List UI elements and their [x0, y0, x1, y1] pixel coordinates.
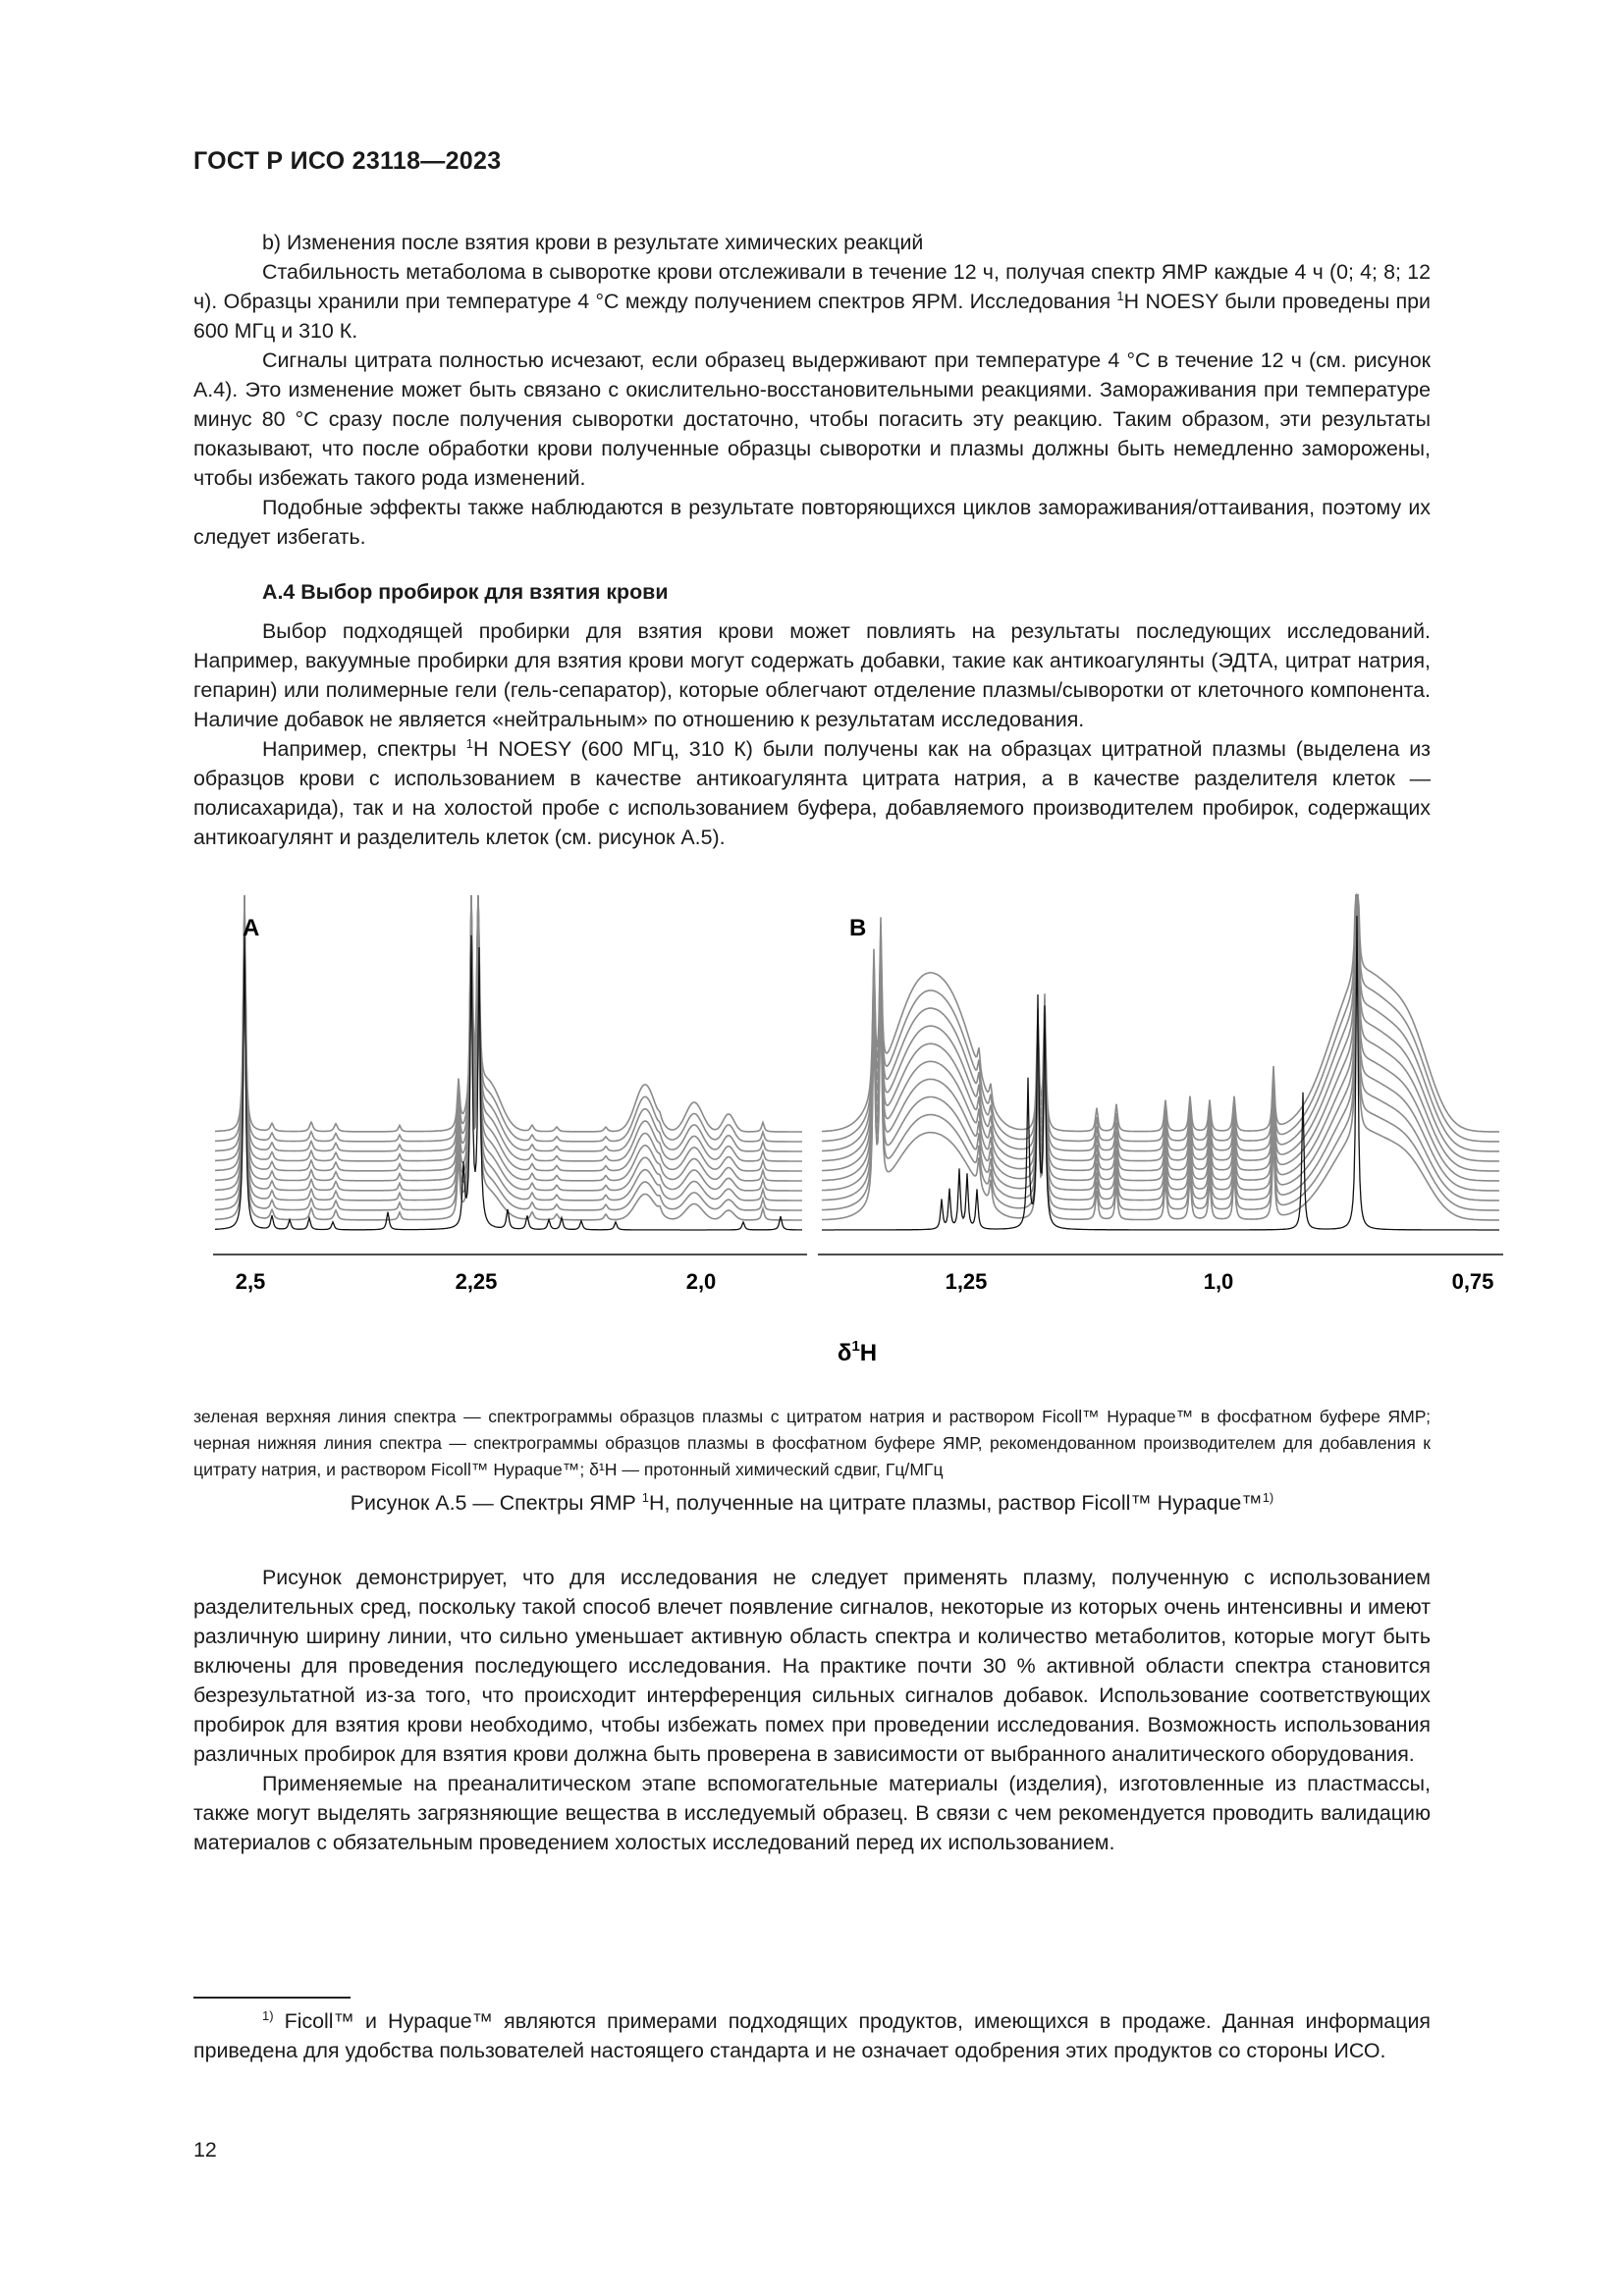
tick-label: 2,25	[455, 1269, 498, 1294]
paragraph: Применяемые на преаналитическом этапе вспомогательные материалы (изделия), изготовленные из пластмассы, также могут выделять загрязняющие вещества в исследуемый образец. В связи с чем рекомендуется проводить валидацию материалов с обязательным проведением холостых исследований перед их использованием.	[193, 1772, 1431, 1854]
spectrum-line-gray	[215, 905, 802, 1210]
spectrum-line-gray	[215, 895, 802, 1142]
section-text	[193, 616, 1431, 852]
document-header: ГОСТ Р ИСО 23118—2023	[193, 147, 502, 175]
footnote-separator	[193, 1997, 351, 1999]
spectrum-line-gray	[215, 895, 802, 1191]
spectrum-line-gray	[822, 895, 1499, 1142]
spectrum-line-gray	[215, 895, 802, 1151]
spectrum-line-gray	[822, 895, 1499, 1220]
footnote: $^{1)}$ Ficoll™ и Hypaque™ являются примерами подходящих продуктов, имеющихся в продаже. Данная информация приведена для удобства пользователей настоящего стандарта и не означает одобрения этих продуктов со стороны ИСО.	[193, 2007, 1431, 2062]
panel-label-b: B	[849, 915, 867, 941]
nmr-spectra-figure	[193, 891, 1509, 1382]
paragraph: Выбор подходящей пробирки для взятия крови может повлиять на результаты последующих исследований. Например, вакуумные пробирки для взятия крови могут содержать добавки, такие как антикоагулянты (ЭДТА, цитрат натрия, гепарин) или полимерные гели (гель-сепаратор), которые облегчают отделение плазмы/сыворотки от клеточного компонента. Наличие добавок не является «нейтральным» по отношению к результатам исследования.	[193, 619, 1431, 731]
paragraph: Подобные эффекты также наблюдаются в результате повторяющихся циклов замораживания/оттаивания, поэтому их следует избегать.	[193, 496, 1431, 549]
spectrum-line-gray	[215, 895, 802, 1181]
spectrum-line-gray	[215, 895, 802, 1161]
tick-label: 2,0	[685, 1269, 717, 1294]
spectrum-line-black	[215, 935, 802, 1230]
intro-text	[193, 228, 1431, 552]
axis-title: $\delta^1H$	[837, 1338, 878, 1366]
tick-label: 2,5	[235, 1269, 266, 1294]
spectrum-panel-b	[822, 895, 1499, 1230]
spectrum-panel-a	[215, 895, 802, 1230]
figure-caption: Рисунок А.5 — Спектры ЯМР $^1$H, полученные на цитрате плазмы, раствор Ficoll™ Hypaque™$^{1)}$	[350, 1489, 1274, 1515]
spectrum-line-gray	[822, 895, 1499, 1151]
spectrum-line-gray	[822, 895, 1499, 1191]
spectrum-line-gray	[822, 895, 1499, 1201]
tick-label: 1,0	[1203, 1269, 1234, 1294]
spectrum-line-gray	[822, 895, 1499, 1210]
spectrum-line-gray	[215, 909, 802, 1220]
list-item-b: b) Изменения после взятия крови в результате химических реакций	[262, 231, 924, 254]
spectrum-line-gray	[215, 895, 802, 1132]
spectrum-line-black	[822, 916, 1499, 1230]
tick-label: 0,75	[1451, 1269, 1494, 1294]
page-number: 12	[193, 2138, 217, 2162]
spectrum-line-gray	[215, 900, 802, 1201]
panel-label-a: A	[243, 915, 260, 941]
paragraph: Рисунок демонстрирует, что для исследования не следует применять плазму, полученную с использованием разделительных сред, поскольку такой способ влечет появление сигналов, некоторые из которых очень интенсивны и имеют различную ширину линии, что сильно уменьшает активную область спектра и количество метаболитов, которые могут быть включены для проведения последующего исследования. На практике почти 30 % активной области спектра становится безрезультатной из-за того, что происходит интерференция сильных сигналов добавок. Использование соответствующих пробирок для взятия крови необходимо, чтобы избежать помех при проведении исследования. Возможность использования различных пробирок для взятия крови должна быть проверена в зависимости от выбранного аналитического оборудования.	[193, 1566, 1431, 1766]
paragraph: Сигналы цитрата полностью исчезают, если образец выдерживают при температуре 4 °С в течение 12 ч (см. рисунок А.4). Это изменение может быть связано с окислительно-восстановительными реакциями. Замораживания при температуре минус 80 °С сразу после получения сыворотки достаточно, чтобы погасить эту реакцию. Таким образом, эти результаты показывают, что после обработки крови полученные образцы сыворотки и плазмы должны быть немедленно заморожены, чтобы избежать такого рода изменений.	[193, 348, 1431, 490]
closing-text	[193, 1563, 1431, 1857]
section-heading: А.4 Выбор пробирок для взятия крови	[262, 580, 669, 604]
paragraph: Например, спектры $^1$H NOESY (600 МГц, 310 К) были получены как на образцах цитратной плазмы (выделена из образцов крови с использованием в качестве антикоагулянта цитрата натрия, а в качестве разделителя клеток — полисахарида), так и на холостой пробе с использованием буфера, добавляемого производителем пробирок, содержащих антикоагулянт и разделитель клеток (см. рисунок А.5).	[193, 735, 1431, 849]
figure-legend: зеленая верхняя линия спектра — спектрограммы образцов плазмы с цитратом натрия и раствором Ficoll™ Hypaque™ в фосфатном буфере ЯМР; черная нижняя линия спектра — спектрограммы образцов плазмы в фосфатном буфере ЯМР, рекомендованном производителем для добавления к цитрату натрия, и раствором Ficoll™ Hypaque™; δ¹H — протонный химический сдвиг, Гц/МГц	[193, 1407, 1431, 1479]
spectrum-line-gray	[822, 895, 1499, 1132]
paragraph: Стабильность метаболома в сыворотке крови отслеживали в течение 12 ч, получая спектр ЯМР каждые 4 ч (0; 4; 8; 12 ч). Образцы хранили при температуре 4 °С между получением спектров ЯРМ. Исследования $^1$H NOESY были проведены при 600 МГц и 310 К.	[193, 260, 1431, 343]
tick-label: 1,25	[945, 1269, 988, 1294]
